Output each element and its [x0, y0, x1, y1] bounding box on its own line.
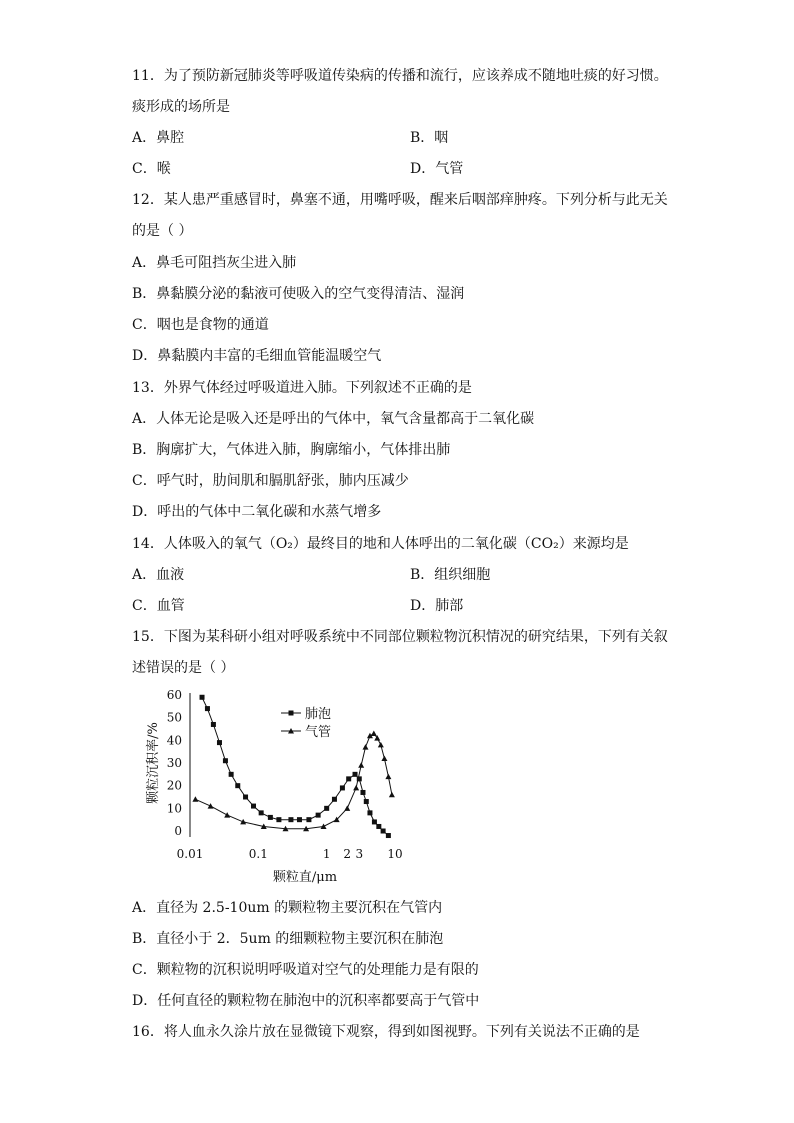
- legend-label: 肺泡: [305, 707, 332, 722]
- q15-stem-line1: 15．下图为某科研小组对呼吸系统中不同部位颗粒物沉积情况的研究结果，下列有关叙: [132, 629, 668, 645]
- y-tick-label: 20: [166, 778, 182, 793]
- data-point: [340, 785, 345, 790]
- q13-option-b: B．胸廓扩大，气体进入肺，胸廓缩小，气体排出肺: [132, 442, 451, 458]
- q14-stem-line1: 14．人体吸入的氧气（O₂）最终目的地和人体呼出的二氧化碳（CO₂）来源均是: [132, 536, 629, 552]
- data-point: [200, 695, 205, 700]
- x-tick-label: 2: [343, 847, 352, 861]
- x-tick-label: 10: [387, 847, 403, 861]
- data-point: [316, 813, 321, 818]
- q15-option-b: B．直径小于 2．5um 的细颗粒物主要沉积在肺泡: [132, 931, 444, 947]
- x-axis-label: 颗粒直/μm: [272, 870, 338, 885]
- q13-option-c: C．呼气时，肋间肌和膈肌舒张，肺内压减少: [132, 473, 409, 489]
- legend-item: [281, 706, 331, 722]
- data-point: [240, 819, 246, 825]
- data-point: [358, 762, 364, 768]
- q13-stem-line1: 13．外界气体经过呼吸道进入肺。下列叙述不正确的是: [132, 380, 472, 396]
- data-point: [381, 829, 386, 834]
- y-tick-label: 30: [166, 756, 182, 770]
- y-tick-label: 0: [174, 824, 182, 838]
- data-point: [376, 824, 381, 829]
- q12-stem-line1: 12．某人患严重感冒时，鼻塞不通，用嘴呼吸，醒来后咽部痒肿疼。下列分析与此无关: [132, 192, 668, 208]
- q15-stem-line2: 述错误的是（ ）: [132, 660, 235, 676]
- data-point: [381, 755, 387, 761]
- data-point: [371, 731, 377, 737]
- q11-option-a: A．鼻腔: [132, 130, 185, 146]
- q14-option-b: B．组织细胞: [410, 567, 491, 583]
- q12-stem-line2: 的是（ ）: [132, 223, 193, 239]
- data-point: [259, 810, 264, 815]
- data-point: [251, 804, 256, 809]
- data-point: [192, 796, 198, 802]
- data-point: [378, 742, 384, 748]
- q14-option-d: D．肺部: [410, 598, 464, 614]
- data-point: [243, 795, 248, 800]
- y-tick-label: 40: [166, 733, 182, 748]
- data-point: [353, 785, 359, 791]
- data-point: [268, 815, 273, 820]
- data-point: [344, 805, 350, 811]
- data-point: [321, 823, 327, 829]
- data-point: [364, 799, 369, 804]
- data-point: [386, 833, 391, 838]
- x-tick-label: 0.01: [176, 847, 204, 861]
- q13-option-a: A．人体无论是吸入还是呼出的气体中，氧气含量都高于二氧化碳: [132, 411, 535, 427]
- data-point: [288, 817, 293, 822]
- data-point: [211, 722, 216, 727]
- q15-option-d: D．任何直径的颗粒物在肺泡中的沉积率都要高于气管中: [132, 993, 480, 1009]
- q14-option-a: A．血液: [132, 567, 185, 583]
- q11-option-d: D．气管: [410, 161, 464, 177]
- series-trachea: [192, 731, 394, 832]
- data-point: [324, 806, 329, 811]
- data-point: [367, 810, 372, 815]
- data-point: [276, 817, 281, 822]
- q11-option-c: C．喉: [132, 161, 171, 177]
- q15-option-c: C．颗粒物的沉积说明呼吸道对空气的处理能力是有限的: [132, 962, 479, 978]
- q12-option-c: C．咽也是食物的通道: [132, 317, 269, 333]
- data-point: [208, 803, 214, 809]
- x-tick-label: 1: [322, 847, 331, 861]
- legend-marker: [289, 711, 294, 716]
- legend-label: 气管: [305, 725, 332, 740]
- y-tick-label: 60: [166, 688, 182, 702]
- y-tick-label: 50: [166, 710, 182, 725]
- data-point: [389, 792, 395, 798]
- data-point: [297, 817, 302, 822]
- q11-stem-line1: 11．为了预防新冠肺炎等呼吸道传染病的传播和流行，应该养成不随地吐痰的好习惯。: [132, 68, 668, 84]
- data-point: [372, 819, 377, 824]
- data-point: [229, 772, 234, 777]
- x-tick-label: 3: [355, 847, 364, 861]
- q12-option-b: B．鼻黏膜分泌的黏液可使吸入的空气变得清洁、湿润: [132, 286, 465, 302]
- data-point: [362, 744, 368, 749]
- series-line: [195, 734, 392, 829]
- data-point: [385, 774, 391, 780]
- q14-option-c: C．血管: [132, 598, 185, 614]
- q11-option-b: B．咽: [410, 130, 449, 146]
- data-point: [353, 772, 358, 777]
- data-point: [217, 740, 222, 745]
- data-point: [346, 776, 351, 781]
- data-point: [223, 758, 228, 763]
- data-point: [306, 817, 311, 822]
- q16-stem-line1: 16．将人血永久涂片放在显微镜下观察，得到如图视野。下列有关说法不正确的是: [132, 1024, 640, 1040]
- q15-option-a: A．直径为 2.5-10um 的颗粒物主要沉积在气管内: [132, 900, 443, 916]
- legend-item: [281, 725, 331, 740]
- x-tick-label: 0.1: [248, 847, 268, 861]
- y-tick-label: 10: [166, 801, 182, 816]
- data-point: [224, 812, 230, 818]
- q12-option-a: A．鼻毛可阻挡灰尘进入肺: [132, 255, 297, 271]
- q13-option-d: D．呼出的气体中二氧化碳和水蒸气增多: [132, 504, 382, 520]
- particle-deposition-chart: [140, 684, 420, 889]
- y-axis-label: 颗粒沉积率/%: [146, 722, 161, 804]
- data-point: [235, 783, 240, 788]
- data-point: [205, 706, 210, 711]
- data-point: [360, 790, 365, 795]
- q11-stem-line2: 痰形成的场所是: [132, 99, 230, 115]
- q12-option-d: D．鼻黏膜内丰富的毛细血管能温暖空气: [132, 348, 382, 364]
- data-point: [332, 797, 337, 802]
